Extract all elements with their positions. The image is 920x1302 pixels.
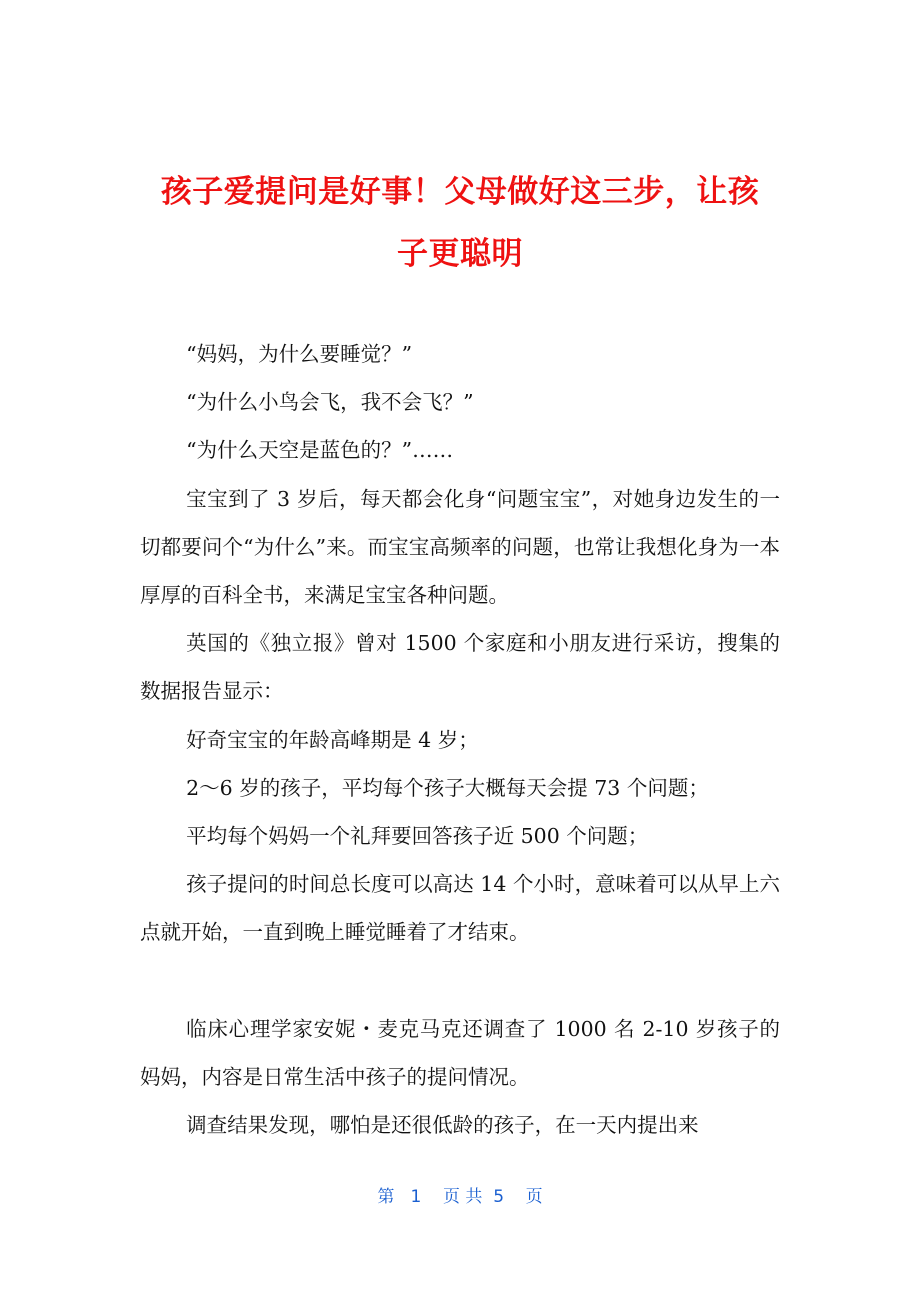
paragraph-intro: 宝宝到了 3 岁后，每天都会化身“问题宝宝”，对她身边发生的一切都要问个“为什么”来。而宝宝高频率的问题，也常让我想化身为一本厚厚的百科全书，来满足宝宝各种问题。: [140, 486, 780, 608]
paragraph-finding-4: 孩子提问的时间总长度可以高达 14 个小时，意味着可以从早上六点就开始，一直到晚上睡觉睡着了才结束。: [140, 872, 780, 945]
paragraph-finding-1: 好奇宝宝的年龄高峰期是 4 岁；: [186, 727, 479, 752]
page-footer: [0, 1182, 920, 1212]
page-number: 第 1 页 共 5 页: [377, 1187, 543, 1207]
paragraph-finding-3: 平均每个妈妈一个礼拜要回答孩子近 500 个问题；: [186, 824, 649, 849]
paragraph-quote-1: “妈妈，为什么要睡觉？”: [186, 342, 413, 366]
paragraph-result: 调查结果发现，哪怕是还很低龄的孩子，在一天内提出来: [186, 1113, 699, 1138]
paragraph-finding-2: 2～6 岁的孩子，平均每个孩子大概每天会提 73 个问题；: [186, 775, 709, 800]
title-line-1: 孩子爱提问是好事！父母做好这三步，让孩: [160, 173, 760, 210]
paragraph-quote-2: “为什么小鸟会飞，我不会飞？”: [186, 390, 474, 415]
title-line-2: 子更聪明: [397, 235, 523, 272]
document-body: [140, 330, 780, 1149]
paragraph-survey: 英国的《独立报》曾对 1500 个家庭和小朋友进行采访，搜集的数据报告显示：: [140, 631, 780, 704]
paragraph-psychologist: 临床心理学家安妮・麦克马克还调查了 1000 名 2-10 岁孩子的妈妈，内容是日常生活中孩子的提问情况。: [140, 1016, 780, 1089]
document-title: [140, 161, 780, 285]
paragraph-quote-3: “为什么天空是蓝色的？”……: [186, 438, 454, 463]
